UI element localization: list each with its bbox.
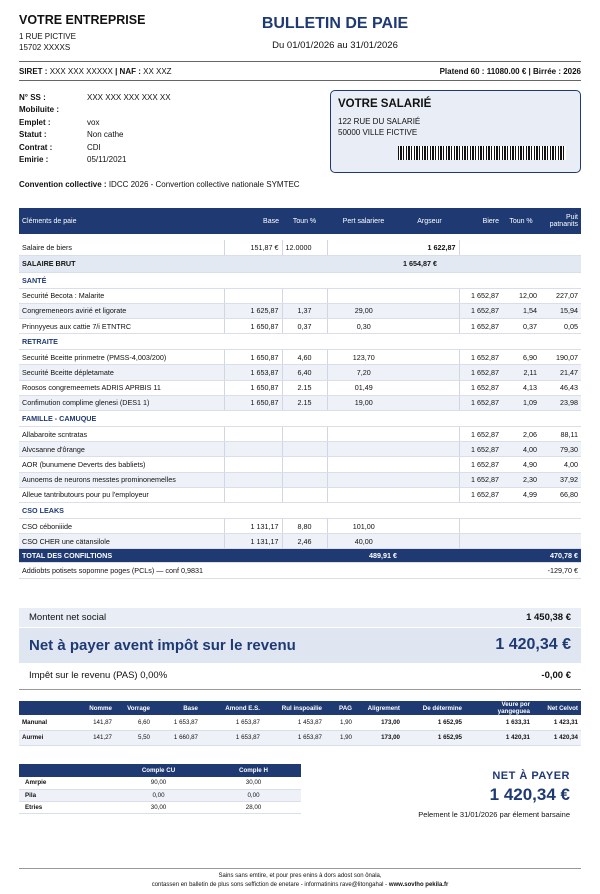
table-row xyxy=(19,380,581,395)
row-argseur xyxy=(400,442,459,457)
row-patronal-base: 1 652,87 xyxy=(459,395,502,410)
conges-cell: 0,00 xyxy=(111,789,206,801)
total-empty xyxy=(459,549,502,563)
cumuls-cell: 1 653,87 xyxy=(263,730,325,745)
row-taux: 2.15 xyxy=(282,395,327,410)
cumuls-row xyxy=(19,730,581,745)
row-argseur xyxy=(400,288,459,303)
cumuls-cell: 1 453,87 xyxy=(263,715,325,730)
row-part-patronale: 0,05 xyxy=(540,319,581,334)
row-base xyxy=(224,427,282,442)
section-header xyxy=(19,272,581,288)
row-part-patronale: 46,43 xyxy=(540,380,581,395)
row-part-patronale: 88,11 xyxy=(540,427,581,442)
row-patronal-base: 1 652,87 xyxy=(459,380,502,395)
row-base xyxy=(224,487,282,502)
conges-col: Comple CU xyxy=(111,764,206,777)
row-part-salariale: 29,00 xyxy=(327,303,400,318)
adjustment-label: Addiobts potisets sopomne poges (PCLs) — conf 0,9831 xyxy=(19,563,540,578)
row-taux xyxy=(282,442,327,457)
cumuls-col: Net Celvot xyxy=(533,701,581,715)
row-argseur xyxy=(400,380,459,395)
row-patronal-base: 1 652,87 xyxy=(459,288,502,303)
row-base: 1 131,17 xyxy=(224,534,282,549)
cumuls-row xyxy=(19,715,581,730)
section-header xyxy=(19,502,581,518)
row-argseur xyxy=(400,365,459,380)
pay-period: Du 01/01/2026 au 31/01/2026 xyxy=(272,40,398,51)
row-part-patronale: 66,80 xyxy=(540,487,581,502)
row-label: Prinnyyeus aux cattie 7/i ETNTRC xyxy=(19,319,224,334)
table-row xyxy=(19,518,581,533)
row-argseur xyxy=(400,350,459,365)
net-avant-impot-label: Net à payer avent impôt sur le revenu xyxy=(29,637,296,654)
row-montant: 1 622,87 xyxy=(400,240,459,255)
table-row xyxy=(19,472,581,487)
row-base: 1 650,87 xyxy=(224,319,282,334)
row-part-patronale: 79,30 xyxy=(540,442,581,457)
row-label: AOR (bunumene Deverts des babliets) xyxy=(19,457,224,472)
col-argseur: Argseur xyxy=(400,208,459,234)
row-part-patronale: 37,92 xyxy=(540,472,581,487)
row-patronal-base: 1 652,87 xyxy=(459,442,502,457)
table-row xyxy=(19,319,581,334)
cumuls-cell: 1 653,87 xyxy=(201,730,263,745)
statut-label: Statut : xyxy=(19,130,47,140)
net-avant-impot-value: 1 420,34 € xyxy=(495,636,571,653)
row-part-salariale: 123,70 xyxy=(327,350,400,365)
row-patronal-taux: 2,11 xyxy=(502,365,540,380)
row-part-patronale: 15,94 xyxy=(540,303,581,318)
emploi-value: vox xyxy=(87,117,100,127)
row-part-salariale: 0,30 xyxy=(327,319,400,334)
row-taux xyxy=(282,457,327,472)
table-row xyxy=(19,457,581,472)
row-argseur xyxy=(400,395,459,410)
table-header xyxy=(19,208,581,234)
cumuls-cell: 1 420,31 xyxy=(465,730,533,745)
row-part-salariale: 01,49 xyxy=(327,380,400,395)
row-label: Confimution complime glenesi (DES1 1) xyxy=(19,395,224,410)
row-part-patronale xyxy=(540,534,581,549)
cumuls-cell: 1 653,87 xyxy=(153,715,201,730)
cumuls-col: Aligrement xyxy=(355,701,403,715)
row-part-salariale xyxy=(327,472,400,487)
adjustment-value: -129,70 € xyxy=(540,563,581,578)
row-label: Alvcsanne d'ôrange xyxy=(19,442,224,457)
cumuls-cell: Aurmei xyxy=(19,730,71,745)
contrat-value: CDI xyxy=(87,142,101,152)
row-label: Allabaroite scntratas xyxy=(19,427,224,442)
barcode xyxy=(398,146,566,160)
footer-link[interactable]: www.sovlho pekila.fr xyxy=(388,882,449,888)
row-taux xyxy=(282,487,327,502)
entree-label: Emirie : xyxy=(19,155,49,165)
document-title: BULLETIN DE PAIE xyxy=(261,15,409,32)
col-taux-patronal: Toun % xyxy=(502,208,540,234)
row-label: Securité Bceitte dépletamate xyxy=(19,365,224,380)
cumuls-cell: 141,87 xyxy=(71,715,115,730)
employer-address-2: 15702 XXXXS xyxy=(19,43,71,52)
row-patronal-base: 1 652,87 xyxy=(459,365,502,380)
ss-label: N° SS : xyxy=(19,93,46,102)
cumuls-col: PAG xyxy=(325,701,355,715)
conges-cell: 90,00 xyxy=(111,777,206,789)
cumuls-cell: 1,90 xyxy=(325,715,355,730)
row-argseur xyxy=(400,319,459,334)
row-base: 1 653,87 xyxy=(224,365,282,380)
cumuls-cell: 1 660,87 xyxy=(153,730,201,745)
row-patronal-base xyxy=(459,534,502,549)
row-taux: 4,60 xyxy=(282,350,327,365)
net-social-band xyxy=(19,608,581,627)
row-patronal-base: 1 652,87 xyxy=(459,303,502,318)
row-part-salariale xyxy=(327,442,400,457)
row-taux xyxy=(282,427,327,442)
salaire-brut-row xyxy=(19,255,581,272)
table-row xyxy=(19,427,581,442)
pas-value: -0,00 € xyxy=(541,670,571,681)
conges-cell: 0,00 xyxy=(206,789,301,801)
employee-info-values xyxy=(87,92,171,166)
footer-line-2 xyxy=(0,882,600,888)
pas-label: Impêt sur le revenu (PAS) 0,00% xyxy=(29,670,168,681)
cumuls-cell: 1 423,31 xyxy=(533,715,581,730)
net-a-payer-value: 1 420,34 € xyxy=(489,785,570,804)
statut-value: Non cathe xyxy=(87,130,124,140)
col-part-patronale: Puit patnanits xyxy=(540,208,581,234)
row-patronal-base: 1 652,87 xyxy=(459,427,502,442)
section-title: CSO LEAKS xyxy=(19,502,581,518)
cumuls-cell: 1 652,95 xyxy=(403,730,465,745)
row-base: 1 650,87 xyxy=(224,395,282,410)
row-base xyxy=(224,288,282,303)
col-part-salariale: Pert salariere xyxy=(327,208,400,234)
section-title: FAMILLE - CAMUQUE xyxy=(19,411,581,427)
naf-label: NAF : xyxy=(119,67,141,76)
employee-address-box xyxy=(330,90,581,173)
mobilite-label: Mobiluite : xyxy=(19,105,59,115)
cumuls-cell: 1,90 xyxy=(325,730,355,745)
section-header xyxy=(19,334,581,350)
row-taux xyxy=(282,472,327,487)
total-empty xyxy=(282,549,327,563)
row-base: 1 650,87 xyxy=(224,380,282,395)
entree-value: 05/11/2021 xyxy=(87,155,127,165)
cumuls-col: Veure por yangeguea xyxy=(465,701,533,715)
cumuls-cell: 173,00 xyxy=(355,715,403,730)
row-argseur xyxy=(400,303,459,318)
payslip-table xyxy=(19,208,581,579)
cumuls-cell: 6,60 xyxy=(115,715,153,730)
cumuls-cell: 1 652,95 xyxy=(403,715,465,730)
total-empty xyxy=(400,549,459,563)
row-label: Salaire de biers xyxy=(19,240,224,255)
conges-row xyxy=(19,777,301,789)
footer-text: contassen en balletin de plus sons seffiction de enetare - informatinins rave@litongahal - xyxy=(151,882,388,888)
employer-address-1: 1 RUE PICTIVE xyxy=(19,32,76,41)
net-avant-impot-band xyxy=(19,628,581,663)
row-label: Roosos congremeemets ADRIS APRBIS 11 xyxy=(19,380,224,395)
conges-col: Comple H xyxy=(206,764,301,777)
row-part-salariale: 19,00 xyxy=(327,395,400,410)
col-base: Base xyxy=(224,208,282,234)
table-row xyxy=(19,288,581,303)
pas-band xyxy=(19,665,581,687)
cumuls-cell: 1 633,31 xyxy=(465,715,533,730)
conges-col xyxy=(19,764,111,777)
conges-cell: 30,00 xyxy=(206,777,301,789)
row-base xyxy=(224,442,282,457)
cumuls-col: Base xyxy=(153,701,201,715)
cumuls-header xyxy=(19,701,581,715)
row-patronal-taux: 4,90 xyxy=(502,457,540,472)
row-patronal-taux: 4,00 xyxy=(502,442,540,457)
cumuls-cell: 173,00 xyxy=(355,730,403,745)
row-patronal-taux xyxy=(502,518,540,533)
total-empty xyxy=(502,549,540,563)
row-taux: 0,37 xyxy=(282,319,327,334)
col-biere: Biere xyxy=(459,208,502,234)
cumuls-col: De détermine xyxy=(403,701,465,715)
row-patronal-taux: 0,37 xyxy=(502,319,540,334)
cumuls-cell: 1 420,34 xyxy=(533,730,581,745)
convention-label: Convention collective : xyxy=(19,180,107,189)
row-part-patronale: 190,07 xyxy=(540,350,581,365)
plafond-info: Platend 60 : 11080.00 € | Birrée : 2026 xyxy=(439,67,581,76)
row-taux: 2,46 xyxy=(282,534,327,549)
naf-value: XX XXZ xyxy=(143,67,172,76)
row-patronal-base xyxy=(459,518,502,533)
row-label: CSO céboniiide xyxy=(19,518,224,533)
col-elements: Cléments de paie xyxy=(19,208,224,234)
row-argseur xyxy=(400,427,459,442)
brut-label: SALAIRE BRUT xyxy=(19,255,224,272)
row-part-salariale xyxy=(327,427,400,442)
row-patronal-taux: 4,13 xyxy=(502,380,540,395)
row-argseur xyxy=(400,487,459,502)
brut-value: 1 654,87 € xyxy=(400,255,459,272)
row-part-salariale xyxy=(327,457,400,472)
row-label: Alleue tantributours pour pu l'employeur xyxy=(19,487,224,502)
row-patronal-taux: 4,99 xyxy=(502,487,540,502)
employee-info-labels xyxy=(19,92,59,166)
row-base: 151,87 € xyxy=(224,240,282,255)
row-taux: 6,40 xyxy=(282,365,327,380)
row-patronal-taux: 6,90 xyxy=(502,350,540,365)
cumuls-cell: Manunal xyxy=(19,715,71,730)
row-patronal-taux: 2,06 xyxy=(502,427,540,442)
employee-address-2: 50000 VILLE FICTIVE xyxy=(338,128,418,137)
conges-cell: 28,00 xyxy=(206,801,301,813)
employer-name: VOTRE ENTREPRISE xyxy=(19,13,146,27)
cumuls-cell: 1 653,87 xyxy=(201,715,263,730)
row-base xyxy=(224,472,282,487)
row-patronal-base: 1 652,87 xyxy=(459,319,502,334)
adjustment-row xyxy=(19,563,581,578)
table-row xyxy=(19,534,581,549)
footer-line-1: Sains sans emtire, et pour pres enins à dors adost son ônala, xyxy=(218,873,382,879)
emploi-label: Emplet : xyxy=(19,117,51,127)
total-salarial: 489,91 € xyxy=(327,549,400,563)
contrat-label: Contrat : xyxy=(19,142,53,152)
table-row xyxy=(19,442,581,457)
row-part-salariale xyxy=(327,487,400,502)
cumuls-cell: 141,27 xyxy=(71,730,115,745)
employee-box-title: VOTRE SALARIÉ xyxy=(338,98,432,110)
total-empty xyxy=(224,549,282,563)
col-taux: Toun % xyxy=(282,208,327,234)
table-row xyxy=(19,395,581,410)
ss-value: XXX XXX XXX XXX XX xyxy=(87,93,171,102)
cumuls-table xyxy=(19,701,581,746)
convention-value: IDCC 2026 - Convertion collective nationale SYMTEC xyxy=(108,180,300,189)
total-cotisations-row xyxy=(19,549,581,563)
table-row xyxy=(19,487,581,502)
table-row xyxy=(19,303,581,318)
conges-header xyxy=(19,764,301,777)
siret-label: SIRET : xyxy=(19,67,48,76)
row-base xyxy=(224,457,282,472)
mobilite-value xyxy=(87,104,171,116)
row-part-salariale: 101,00 xyxy=(327,518,400,533)
net-a-payer-label: NET À PAYER xyxy=(492,770,570,782)
conges-table xyxy=(19,764,301,814)
conges-cell: Pila xyxy=(19,789,111,801)
total-label: TOTAL DES CONFILTIONS xyxy=(19,549,224,563)
row-label: Aunoems de neurons messtes prominonemelles xyxy=(19,472,224,487)
payment-note: Pelement le 31/01/2026 par élement barsaine xyxy=(418,810,570,819)
cumuls-col: Rul inspoailie xyxy=(263,701,325,715)
row-part-salariale: 40,00 xyxy=(327,534,400,549)
conges-cell: 30,00 xyxy=(111,801,206,813)
section-title: RETRAITE xyxy=(19,334,581,350)
convention-line xyxy=(19,180,300,189)
row-patronal-taux: 12,00 xyxy=(502,288,540,303)
row-taux: 2.15 xyxy=(282,380,327,395)
row-patronal-base: 1 652,87 xyxy=(459,487,502,502)
row-part-patronale xyxy=(540,518,581,533)
row-patronal-taux xyxy=(502,534,540,549)
row-part-salariale: 7,20 xyxy=(327,365,400,380)
row-label: Securité Bceitte prinmetre (PMSS-4,003/200) xyxy=(19,350,224,365)
net-social-value: 1 450,38 € xyxy=(526,612,571,623)
row-part-patronale: 21,47 xyxy=(540,365,581,380)
cumuls-col: Nomme xyxy=(71,701,115,715)
row-patronal-base: 1 652,87 xyxy=(459,457,502,472)
row-argseur xyxy=(400,472,459,487)
row-label: Congremeneors avirié et ligorate xyxy=(19,303,224,318)
section-header xyxy=(19,411,581,427)
conges-cell: Amrpie xyxy=(19,777,111,789)
row-patronal-base: 1 652,87 xyxy=(459,472,502,487)
cumuls-cell: 5,50 xyxy=(115,730,153,745)
row-patronal-base: 1 652,87 xyxy=(459,350,502,365)
row-base: 1 131,17 xyxy=(224,518,282,533)
row-label: Securité Becota : Malarite xyxy=(19,288,224,303)
row-taux xyxy=(282,288,327,303)
total-patronal: 470,78 € xyxy=(540,549,581,563)
net-social-label: Montent net social xyxy=(29,612,107,623)
conges-cell: Etries xyxy=(19,801,111,813)
cumuls-col: Amond E.S. xyxy=(201,701,263,715)
row-part-patronale: 4,00 xyxy=(540,457,581,472)
conges-row xyxy=(19,801,301,813)
row-taux: 8,80 xyxy=(282,518,327,533)
siret-value: XXX XXX XXXXX xyxy=(49,67,113,76)
row-patronal-taux: 2,30 xyxy=(502,472,540,487)
row-taux: 1,37 xyxy=(282,303,327,318)
siret-line: SIRET : XXX XXX XXXXX | NAF : XX XXZ xyxy=(19,67,172,76)
row-taux: 12.0000 xyxy=(282,240,327,255)
conges-row xyxy=(19,789,301,801)
row-argseur xyxy=(400,518,459,533)
row-part-salariale xyxy=(327,288,400,303)
row-argseur xyxy=(400,457,459,472)
section-title: SANTÉ xyxy=(19,272,581,288)
table-row xyxy=(19,365,581,380)
row-argseur xyxy=(400,534,459,549)
row-part-patronale: 227,07 xyxy=(540,288,581,303)
table-row xyxy=(19,350,581,365)
row-patronal-taux: 1,54 xyxy=(502,303,540,318)
row-part-patronale: 23,98 xyxy=(540,395,581,410)
row-patronal-taux: 1,09 xyxy=(502,395,540,410)
table-row xyxy=(19,240,581,255)
cumuls-col: Vorrage xyxy=(115,701,153,715)
cumuls-col xyxy=(19,701,71,715)
row-base: 1 625,87 xyxy=(224,303,282,318)
row-base: 1 650,87 xyxy=(224,350,282,365)
employee-address-1: 122 RUE DU SALARIÉ xyxy=(338,117,421,126)
row-label: CSO CHER une cätansilole xyxy=(19,534,224,549)
